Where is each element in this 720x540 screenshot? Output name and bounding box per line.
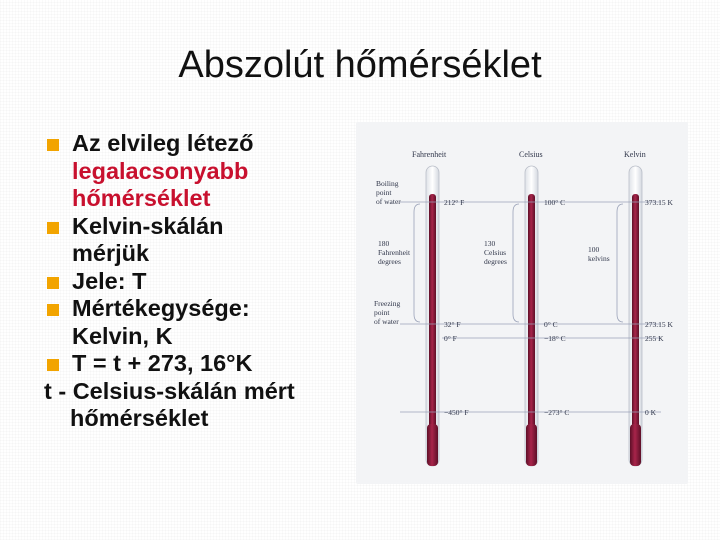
bullet-item — [46, 350, 356, 378]
bullet-list — [46, 130, 356, 433]
bullet-square-icon — [47, 359, 59, 371]
reading-c-freeze: 0° C — [544, 320, 558, 329]
reading-c-abs: −273° C — [544, 408, 570, 417]
reading-f-boil: 212° F — [444, 198, 465, 207]
trailing-note — [44, 378, 356, 433]
bullet-text: mérjük — [72, 240, 150, 266]
reading-k-abs: 0 K — [645, 408, 657, 417]
c-span-label: Celsius — [484, 248, 507, 257]
f-span-label: 180 — [378, 239, 390, 248]
span-brackets — [414, 204, 623, 322]
boiling-label: point — [376, 188, 392, 197]
thermometer-figure — [356, 122, 688, 484]
header-kelvin: Kelvin — [624, 150, 646, 159]
reading-f-freeze: 32° F — [444, 320, 461, 329]
thermometer-kelvin — [629, 166, 642, 466]
bullet-text-highlight: legalacsonyabb — [72, 157, 249, 184]
boiling-label: of water — [376, 197, 401, 206]
trailing-text: t - Celsius-skálán mért — [44, 377, 295, 404]
freezing-label: of water — [374, 317, 399, 326]
bullet-square-icon — [47, 222, 59, 234]
c-span-label: degrees — [484, 257, 507, 266]
bullet-text: T = t + 273, 16°K — [72, 350, 253, 376]
reading-c-boil: 100° C — [544, 198, 566, 207]
bullet-item — [46, 130, 356, 213]
bullet-text: Az elvileg létező — [72, 130, 254, 156]
bullet-square-icon — [47, 304, 59, 316]
thermometer-celsius — [525, 166, 538, 466]
k-span-label: 100 — [588, 245, 600, 254]
bullet-item — [46, 268, 356, 296]
header-celsius: Celsius — [519, 150, 543, 159]
freezing-label: point — [374, 308, 390, 317]
c-span-label: 130 — [484, 239, 496, 248]
freezing-label: Freezing — [374, 299, 401, 308]
f-span-label: Fahrenheit — [378, 248, 411, 257]
f-span-label: degrees — [378, 257, 401, 266]
bullet-item — [46, 213, 356, 268]
bullet-text: Mértékegysége: — [72, 295, 250, 321]
reading-c-low: −18° C — [544, 334, 566, 343]
trailing-text: hőmérséklet — [70, 405, 209, 431]
reading-k-low: 255 K — [645, 334, 664, 343]
bullet-text: Kelvin-skálán — [72, 212, 224, 239]
header-fahrenheit: Fahrenheit — [412, 150, 447, 159]
reading-f-low: 0° F — [444, 334, 457, 343]
bullet-square-icon — [47, 277, 59, 289]
bullet-text: Jele: T — [72, 267, 147, 294]
slide-title: Abszolút hőmérséklet — [178, 44, 542, 86]
thermometer-fahrenheit — [426, 166, 439, 466]
boiling-label: Boiling — [376, 179, 399, 188]
k-span-label: kelvins — [588, 254, 610, 263]
bullet-square-icon — [47, 139, 59, 151]
bullet-item — [46, 295, 356, 350]
reading-k-freeze: 273.15 K — [645, 320, 673, 329]
bullet-text: Kelvin, K — [72, 322, 173, 349]
bullet-text-highlight: hőmérséklet — [72, 185, 211, 211]
reading-k-boil: 373.15 K — [645, 198, 673, 207]
reading-f-abs: −450° F — [444, 408, 469, 417]
thermometer-illustration — [356, 122, 688, 484]
